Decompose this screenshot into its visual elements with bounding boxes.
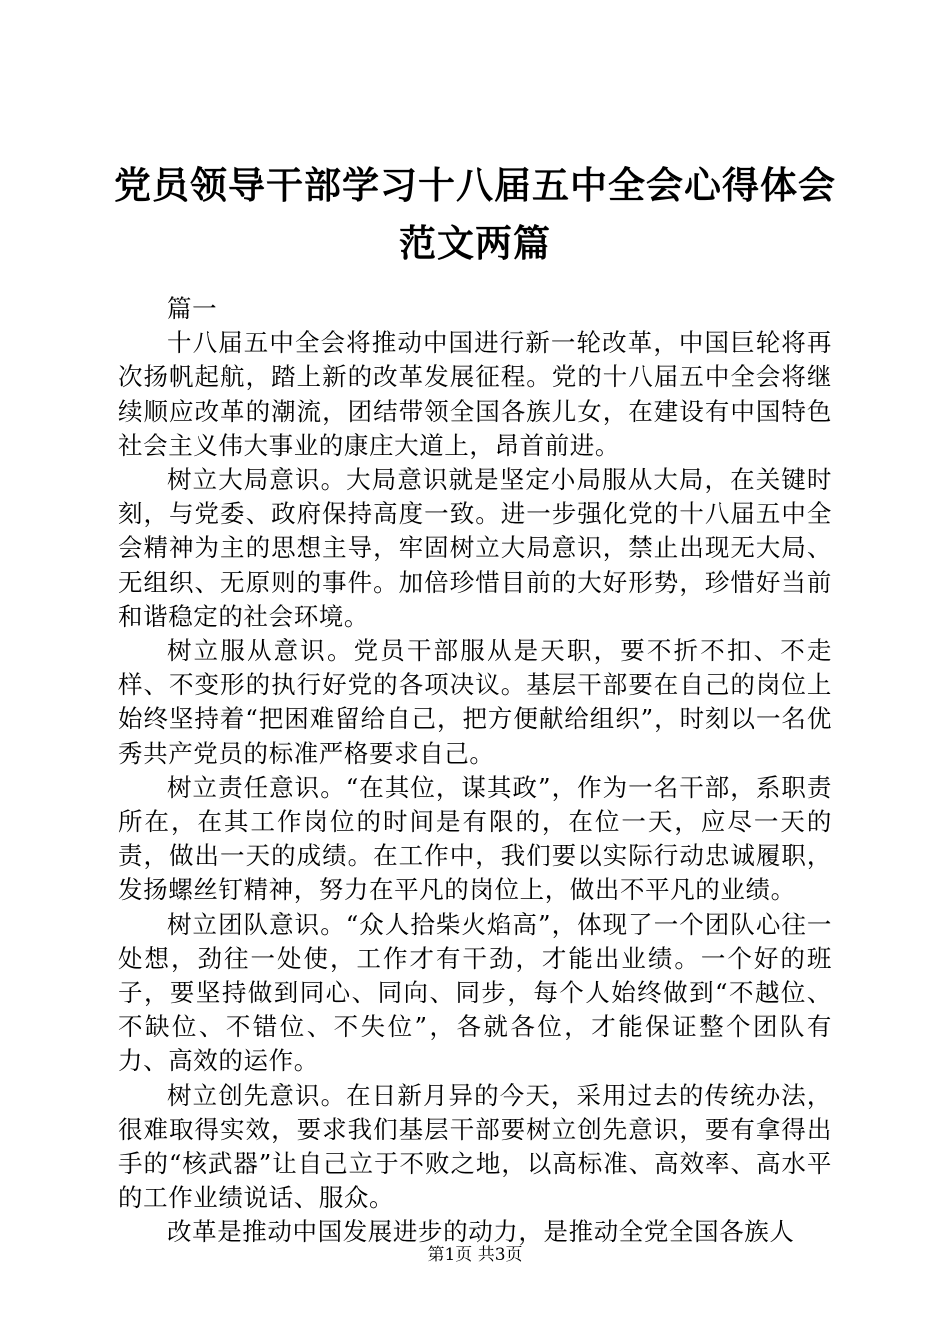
page-indicator: 第1页 共3页 <box>427 1245 523 1265</box>
body-paragraph: 树立创先意识。在日新月异的今天，采用过去的传统办法，很难取得实效，要求我们基层干部要树立创先意识，要有拿得出手的“核武器”让自己立于不败之地，以高标准、高效率、高水平的工作业绩说话、服众。 <box>118 1080 832 1213</box>
body-paragraph: 树立服从意识。党员干部服从是天职，要不折不扣、不走样、不变形的执行好党的各项决议。基层干部要在自己的岗位上始终坚持着“把困难留给自己，把方便献给组织”，时刻以一名优秀共产党员的标准严格要求自己。 <box>118 636 832 768</box>
page-footer <box>0 1240 950 1265</box>
body-paragraph: 树立大局意识。大局意识就是坚定小局服从大局，在关键时刻，与党委、政府保持高度一致。进一步强化党的十八届五中全会精神为主的思想主导，牢固树立大局意识，禁止出现无大局、无组织、无原则的事件。加倍珍惜目前的大好形势，珍惜好当前和谐稳定的社会环境。 <box>118 465 832 631</box>
body-paragraph: 树立责任意识。“在其位，谋其政”，作为一名干部，系职责所在，在其工作岗位的时间是有限的，在位一天，应尽一天的责，做出一天的成绩。在工作中，我们要以实际行动忠诚履职，发扬螺丝钉精神，努力在平凡的岗位上，做出不平凡的业绩。 <box>118 772 832 905</box>
document-body <box>118 292 832 1250</box>
document-title: 党员领导干部学习十八届五中全会心得体会范文两篇 <box>114 163 836 265</box>
body-paragraph: 改革是推动中国发展进步的动力，是推动全党全国各族人 <box>167 1217 795 1247</box>
body-paragraph: 树立团队意识。“众人拾柴火焰高”，体现了一个团队心往一处想，劲往一处使，工作才有干劲，才能出业绩。一个好的班子，要坚持做到同心、同向、同步，每个人始终做到“不越位、不缺位、不错位、不失位”，各就各位，才能保证整个团队有力、高效的运作。 <box>118 909 832 1076</box>
body-paragraph: 十八届五中全会将推动中国进行新一轮改革，中国巨轮将再次扬帆起航，踏上新的改革发展征程。党的十八届五中全会将继续顺应改革的潮流，团结带领全国各族儿女，在建设有中国特色社会主义伟大事业的康庄大道上，昂首前进。 <box>118 328 832 460</box>
section-heading: 篇一 <box>167 294 218 323</box>
